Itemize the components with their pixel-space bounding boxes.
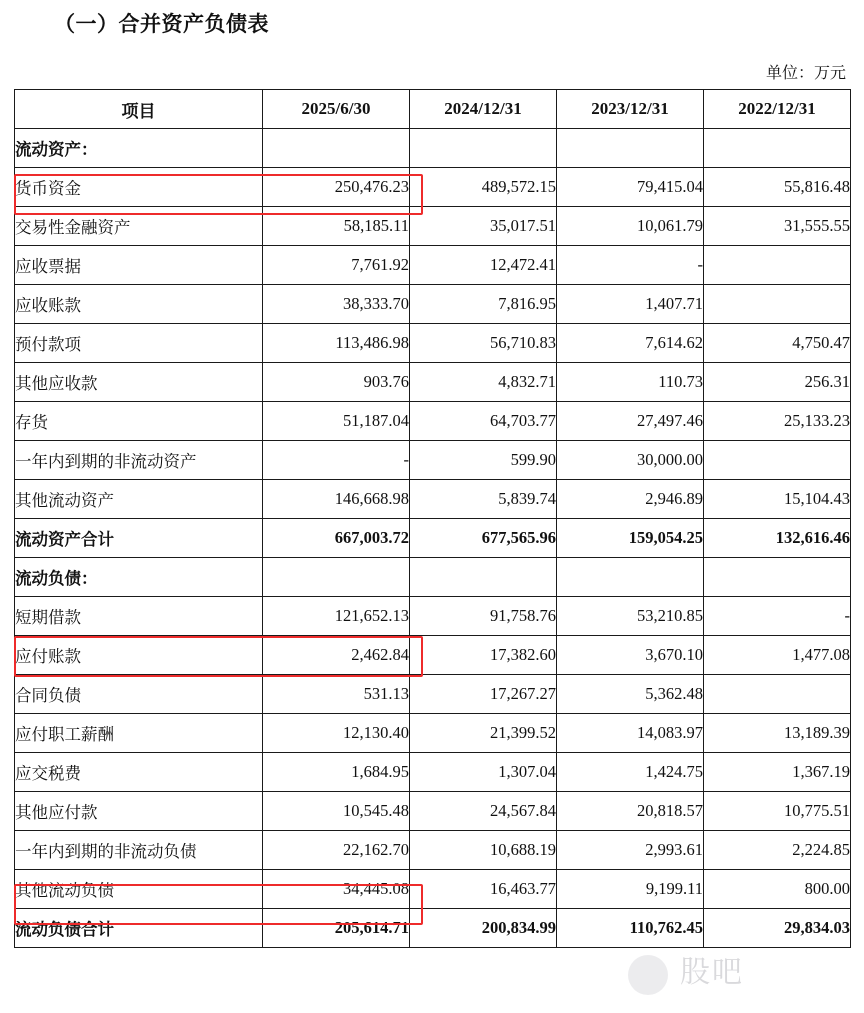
cell-value: 16,463.77 [410,870,557,909]
cell-value: 5,839.74 [410,480,557,519]
cell-value: - [704,597,851,636]
table-row [15,909,851,948]
table-row [15,402,851,441]
cell-value: 1,684.95 [263,753,410,792]
cell-value: 58,185.11 [263,207,410,246]
column-header-2023-12-31: 2023/12/31 [557,90,704,129]
row-label: 其他流动资产 [15,480,263,519]
cell-value: 200,834.99 [410,909,557,948]
table-header [15,90,851,129]
cell-value: 13,189.39 [704,714,851,753]
row-label: 短期借款 [15,597,263,636]
table-row [15,831,851,870]
row-label: 应收票据 [15,246,263,285]
cell-value: 4,832.71 [410,363,557,402]
cell-value [704,129,851,168]
cell-value: 1,424.75 [557,753,704,792]
table-row [15,441,851,480]
table-row [15,285,851,324]
cell-value: 205,614.71 [263,909,410,948]
cell-value: 2,993.61 [557,831,704,870]
row-label: 交易性金融资产 [15,207,263,246]
page-title: （一）合并资产负债表 [54,13,269,36]
cell-value [263,558,410,597]
cell-value [704,675,851,714]
cell-value: 30,000.00 [557,441,704,480]
table-row [15,519,851,558]
cell-value [410,558,557,597]
row-label: 流动资产合计 [15,519,263,558]
row-label: 流动资产： [15,129,263,168]
cell-value: 21,399.52 [410,714,557,753]
cell-value: 250,476.23 [263,168,410,207]
cell-value: 7,614.62 [557,324,704,363]
cell-value: 53,210.85 [557,597,704,636]
cell-value: 2,946.89 [557,480,704,519]
cell-value: 35,017.51 [410,207,557,246]
watermark-text: 股吧 [680,956,744,989]
table-row [15,558,851,597]
cell-value [704,285,851,324]
column-header-2024-12-31: 2024/12/31 [410,90,557,129]
cell-value: 22,162.70 [263,831,410,870]
cell-value: 1,477.08 [704,636,851,675]
cell-value [263,129,410,168]
table-row [15,714,851,753]
cell-value: - [557,246,704,285]
cell-value [410,129,557,168]
row-label: 合同负债 [15,675,263,714]
cell-value: 38,333.70 [263,285,410,324]
cell-value: 27,497.46 [557,402,704,441]
cell-value: 110.73 [557,363,704,402]
row-label: 其他流动负债 [15,870,263,909]
row-label: 预付款项 [15,324,263,363]
balance-sheet-table [14,89,851,948]
table-row [15,636,851,675]
cell-value: 667,003.72 [263,519,410,558]
circle-logo-icon [628,955,668,995]
table-row [15,246,851,285]
cell-value: 29,834.03 [704,909,851,948]
row-label: 应付账款 [15,636,263,675]
table-header-row [15,90,851,129]
cell-value: 24,567.84 [410,792,557,831]
cell-value: 56,710.83 [410,324,557,363]
row-label: 流动负债： [15,558,263,597]
cell-value: 1,367.19 [704,753,851,792]
cell-value: 14,083.97 [557,714,704,753]
cell-value: 7,816.95 [410,285,557,324]
cell-value: 10,775.51 [704,792,851,831]
cell-value: 146,668.98 [263,480,410,519]
cell-value: 599.90 [410,441,557,480]
row-label: 应交税费 [15,753,263,792]
cell-value: 10,545.48 [263,792,410,831]
cell-value [557,129,704,168]
table-row [15,363,851,402]
cell-value: 121,652.13 [263,597,410,636]
cell-value: 15,104.43 [704,480,851,519]
column-header-2022-12-31: 2022/12/31 [704,90,851,129]
row-label: 一年内到期的非流动负债 [15,831,263,870]
table-row [15,480,851,519]
column-header-item: 项目 [15,90,263,129]
cell-value: 1,307.04 [410,753,557,792]
cell-value [704,558,851,597]
cell-value: 256.31 [704,363,851,402]
cell-value [704,441,851,480]
table-row [15,792,851,831]
cell-value: 132,616.46 [704,519,851,558]
column-header-2025-06-30: 2025/6/30 [263,90,410,129]
row-label: 其他应付款 [15,792,263,831]
cell-value: 34,445.08 [263,870,410,909]
cell-value: 2,462.84 [263,636,410,675]
cell-value: 3,670.10 [557,636,704,675]
row-label: 应付职工薪酬 [15,714,263,753]
cell-value: 25,133.23 [704,402,851,441]
cell-value: 51,187.04 [263,402,410,441]
cell-value: 1,407.71 [557,285,704,324]
cell-value: 4,750.47 [704,324,851,363]
cell-value: 903.76 [263,363,410,402]
row-label: 存货 [15,402,263,441]
table-row [15,324,851,363]
unit-note: 单位：万元 [765,65,846,82]
cell-value: 17,382.60 [410,636,557,675]
table-row [15,870,851,909]
cell-value: 10,061.79 [557,207,704,246]
row-label: 流动负债合计 [15,909,263,948]
cell-value: 489,572.15 [410,168,557,207]
table-row [15,597,851,636]
cell-value: 113,486.98 [263,324,410,363]
cell-value: - [263,441,410,480]
row-label: 一年内到期的非流动资产 [15,441,263,480]
row-label: 其他应收款 [15,363,263,402]
cell-value: 12,472.41 [410,246,557,285]
cell-value: 7,761.92 [263,246,410,285]
row-label: 货币资金 [15,168,263,207]
cell-value: 5,362.48 [557,675,704,714]
cell-value: 20,818.57 [557,792,704,831]
cell-value: 31,555.55 [704,207,851,246]
cell-value: 9,199.11 [557,870,704,909]
table-row [15,129,851,168]
cell-value: 2,224.85 [704,831,851,870]
cell-value: 531.13 [263,675,410,714]
cell-value [704,246,851,285]
cell-value: 17,267.27 [410,675,557,714]
table-row [15,207,851,246]
cell-value [557,558,704,597]
cell-value: 800.00 [704,870,851,909]
cell-value: 677,565.96 [410,519,557,558]
table-row [15,675,851,714]
cell-value: 79,415.04 [557,168,704,207]
cell-value: 10,688.19 [410,831,557,870]
cell-value: 110,762.45 [557,909,704,948]
cell-value: 12,130.40 [263,714,410,753]
cell-value: 159,054.25 [557,519,704,558]
row-label: 应收账款 [15,285,263,324]
cell-value: 55,816.48 [704,168,851,207]
table-row [15,168,851,207]
table-row [15,753,851,792]
cell-value: 91,758.76 [410,597,557,636]
table-body [15,129,851,948]
cell-value: 64,703.77 [410,402,557,441]
